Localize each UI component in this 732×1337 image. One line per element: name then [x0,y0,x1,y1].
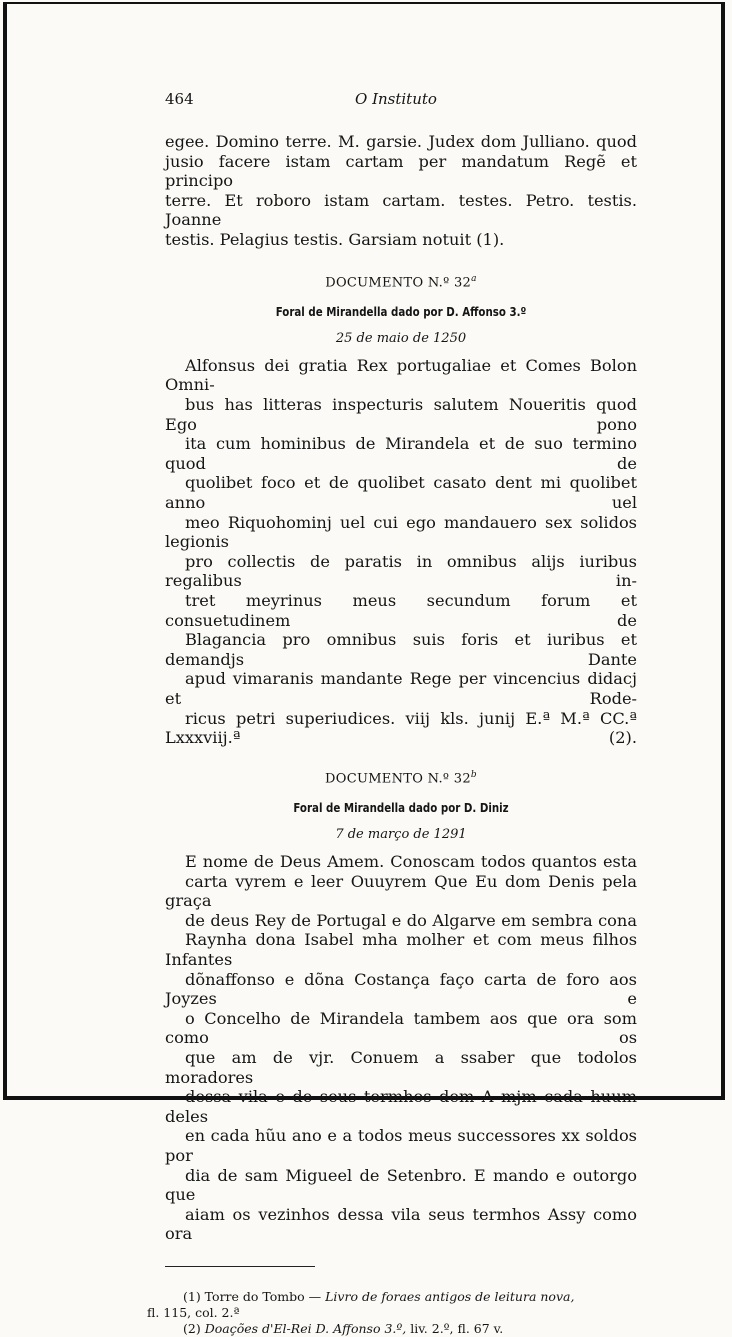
book-page [147,90,637,1337]
document-heading-32a [165,274,637,290]
text-line: dessa vila e de seus termhos dem A mjm cada huum deles [165,1087,637,1126]
text-line: dõnaffonso e dõna Costança faço carta de foro aos Joyzes e [165,969,637,1009]
document-body-32b [165,852,637,1244]
text-line: bus has litteras inspecturis salutem Noueritis quod Ego pono [165,395,637,434]
footnote-1 [147,1288,637,1321]
heading-suffix: a [471,273,477,284]
footnote-1-title: Livro de foraes antigos de leitura nova, [325,1288,575,1304]
text-line: tret meyrinus meus secundum forum et consuetudinem de [165,591,637,630]
text-line: en cada hũu ano e a todos meus successores xx soldos por [165,1126,637,1165]
document-title-32b: Foral de Mirandella dado por D. Diniz [293,800,509,816]
document-date-32a: 25 de maio de 1250 [335,330,467,346]
document-date-32b: 7 de março de 1291 [335,827,467,843]
text-line: Alfonsus dei gratia Rex portugaliae et Comes Bolon Omni- [165,355,637,395]
text-line: apud vimaranis mandante Rege per vincencius didacj et Rode- [165,669,637,708]
text-line: de deus Rey de Portugal e do Algarve em sembra cona [185,910,637,930]
text-line: E nome de Deus Amem. Conoscam todos quantos esta [185,852,637,872]
heading-text: DOCUMENTO N.º 32 [325,274,472,290]
text-line: Blagancia pro omnibus suis foris et iuribus et demandjs Dante [165,630,637,669]
document-body-32a [165,356,637,748]
text-line: jusio facere istam cartam per mandatum Regẽ et principo [165,151,637,191]
text-line: quolibet foco et de quolibet casato dent mi quolibet anno uel [165,473,637,513]
footnote-2-title: Doações d'El-Rei D. Affonso 3.º, [204,1320,407,1336]
text-line: carta vyrem e leer Ouuyrem Que Eu dom Denis pela graça [165,871,637,911]
opening-paragraph [165,132,637,250]
running-header [165,90,637,112]
text-line: o Concelho de Mirandela tambem aos que ora som como os [165,1008,637,1048]
text-line: aiam os vezinhos dessa vila seus termhos Assy como ora [165,1204,637,1244]
text-line: terre. Et roboro istam cartam. testes. Petro. testis. Joanne [165,190,637,230]
text-line: meo Riquohominj uel cui ego mandauero sex solidos legionis [165,512,637,552]
footnote-2-prefix: (2) [183,1320,205,1336]
text-line: que am de vjr. Conuem a ssaber que todolos moradores [165,1048,637,1087]
footnote-1-suffix: fl. 115, col. 2.ª [147,1304,240,1320]
text-line: dia de sam Migueel de Setenbro. E mando e outorgo que [165,1165,637,1205]
footnote-2 [165,1321,637,1337]
text-line: ricus petri superiudices. viij kls. junij E.ª M.ª CC.ª Lxxxviij.ª (2). [165,708,637,748]
text-line: Raynha dona Isabel mha molher et com meus filhos Infantes [165,930,637,970]
heading-text: DOCUMENTO N.º 32 [325,771,471,787]
document-heading-32b [165,770,637,786]
footnote-2-suffix: liv. 2.º, fl. 67 v. [406,1320,504,1336]
text-line: egee. Domino terre. M. garsie. Judex dom Julliano. quod [165,132,637,151]
document-title-32a: Foral de Mirandella dado por D. Affonso 3.º [275,303,527,319]
text-line: testis. Pelagius testis. Garsiam notuit (1). [165,229,505,249]
footnote-1-prefix: (1) Torre do Tombo — [183,1288,326,1304]
footnote-rule [165,1266,315,1267]
page-number: 464 [165,90,194,108]
heading-suffix: b [470,769,477,780]
text-line: ita cum hominibus de Mirandela et de suo termino quod de [165,434,637,473]
text-line: pro collectis de paratis in omnibus alijs iuribus regalibus in- [165,551,637,591]
running-title: O Instituto [355,90,437,108]
